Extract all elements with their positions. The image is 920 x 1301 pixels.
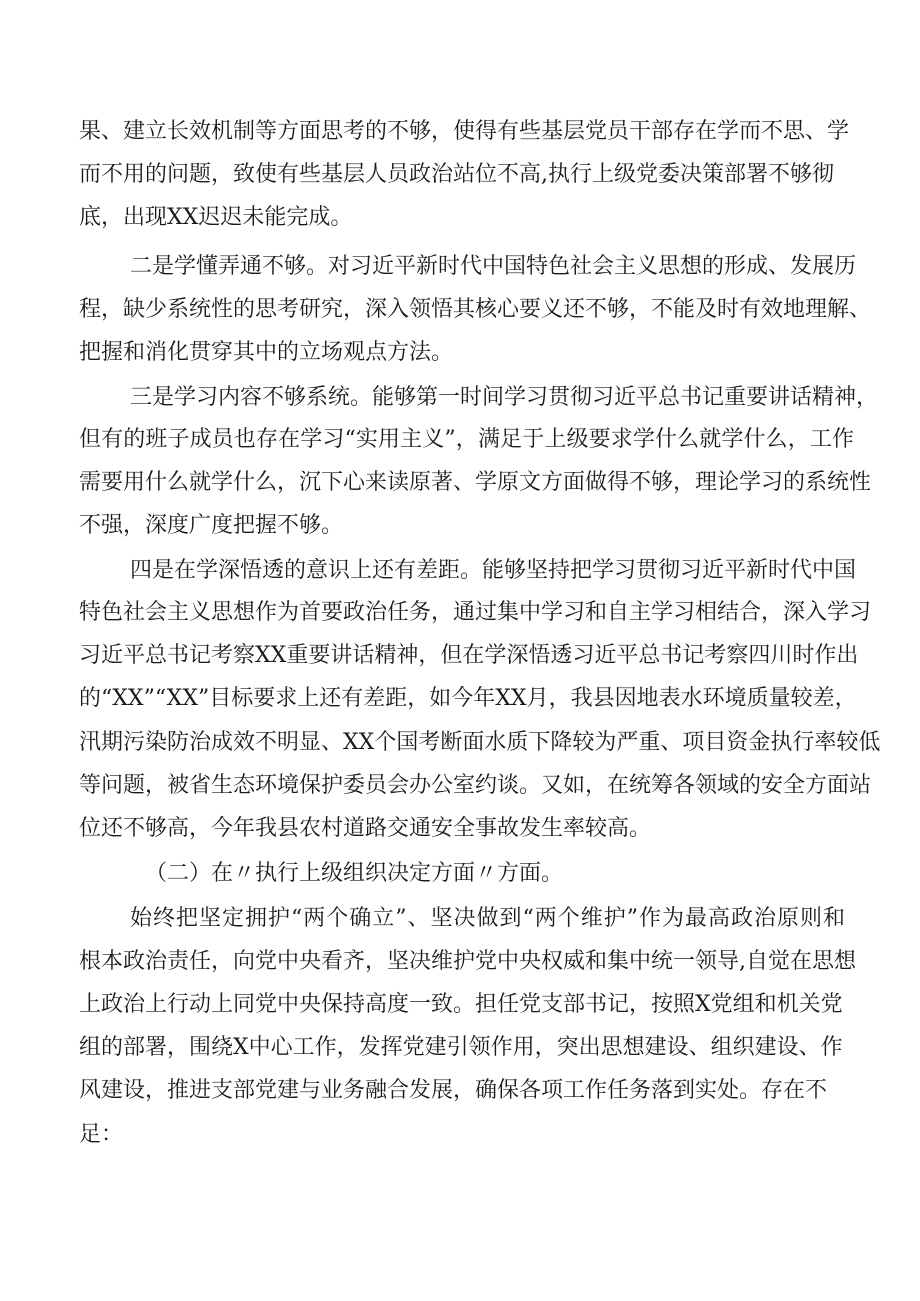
text-line-10: 不强，深度广度把握不够。 xyxy=(79,513,344,538)
text-line-3: 底，出现XX迟迟未能完成。 xyxy=(79,205,353,230)
section-heading: （二）在〃执行上级组织决定方面〃方面。 xyxy=(145,861,564,886)
text-line-22: 组的部署，围绕X中心工作，发挥党建引领作用，突出思想建设、组织建设、作 xyxy=(79,1035,843,1060)
text-line-11: 四是在学深悟透的意识上还有差距。能够坚持把学习贯彻习近平新时代中国 xyxy=(130,558,857,583)
text-line-19: 始终把坚定拥护“两个确立”、坚决做到“两个维护”作为最高政治原则和 xyxy=(130,906,845,931)
text-line-6: 把握和消化贯穿其中的立场观点方法。 xyxy=(79,340,454,365)
text-line-23: 风建设，推进支部党建与业务融合发展，确保各项工作任务落到实处。存在不 xyxy=(79,1078,828,1103)
text-line-16: 等问题，被省生态环境保护委员会办公室约谈。又如，在统筹各领域的安全方面站 xyxy=(79,773,872,798)
text-line-15: 汛期污染防治成效不明显、XX个国考断面水质下降较为严重、项目资金执行率较低 xyxy=(79,730,881,755)
text-line-5: 程，缺少系统性的思考研究，深入领悟其核心要义还不够，不能及时有效地理解、 xyxy=(79,297,872,322)
text-line-21: 上政治上行动上同党中央保持高度一致。担任党支部书记，按照X党组和机关党 xyxy=(79,992,843,1017)
text-line-12: 特色社会主义思想作为首要政治任务，通过集中学习和自主学习相结合，深入学习 xyxy=(79,600,872,625)
text-line-14: 的“XX”“XX”目标要求上还有差距，如今年XX月，我县因地表水环境质量较差， xyxy=(79,686,857,711)
text-line-13: 习近平总书记考察XX重要讲话精神，但在学深悟透习近平总书记考察四川时作出 xyxy=(79,643,859,668)
text-line-4: 二是学懂弄通不够。对习近平新时代中国特色社会主义思想的形成、发展历 xyxy=(130,254,857,279)
text-line-20: 根本政治责任，向党中央看齐，坚决维护党中央权威和集中统一领导,自觉在思想 xyxy=(79,949,856,974)
text-line-2: 而不用的问题，致使有些基层人员政治站位不高,执行上级党委决策部署不够彻 xyxy=(79,162,834,187)
text-line-1: 果、建立长效机制等方面思考的不够，使得有些基层党员干部存在学而不思、学 xyxy=(79,119,850,144)
text-line-24: 足： xyxy=(79,1122,124,1147)
text-line-17: 位还不够高，今年我县农村道路交通安全事故发生率较高。 xyxy=(79,816,652,841)
text-line-9: 需要用什么就学什么，沉下心来读原著、学原文方面做得不够，理论学习的系统性 xyxy=(79,470,872,495)
text-line-8: 但有的班子成员也存在学习“实用主义”，满足于上级要求学什么就学什么，工作 xyxy=(79,427,854,452)
text-line-7: 三是学习内容不够系统。能够第一时间学习贯彻习近平总书记重要讲话精神， xyxy=(130,385,879,410)
